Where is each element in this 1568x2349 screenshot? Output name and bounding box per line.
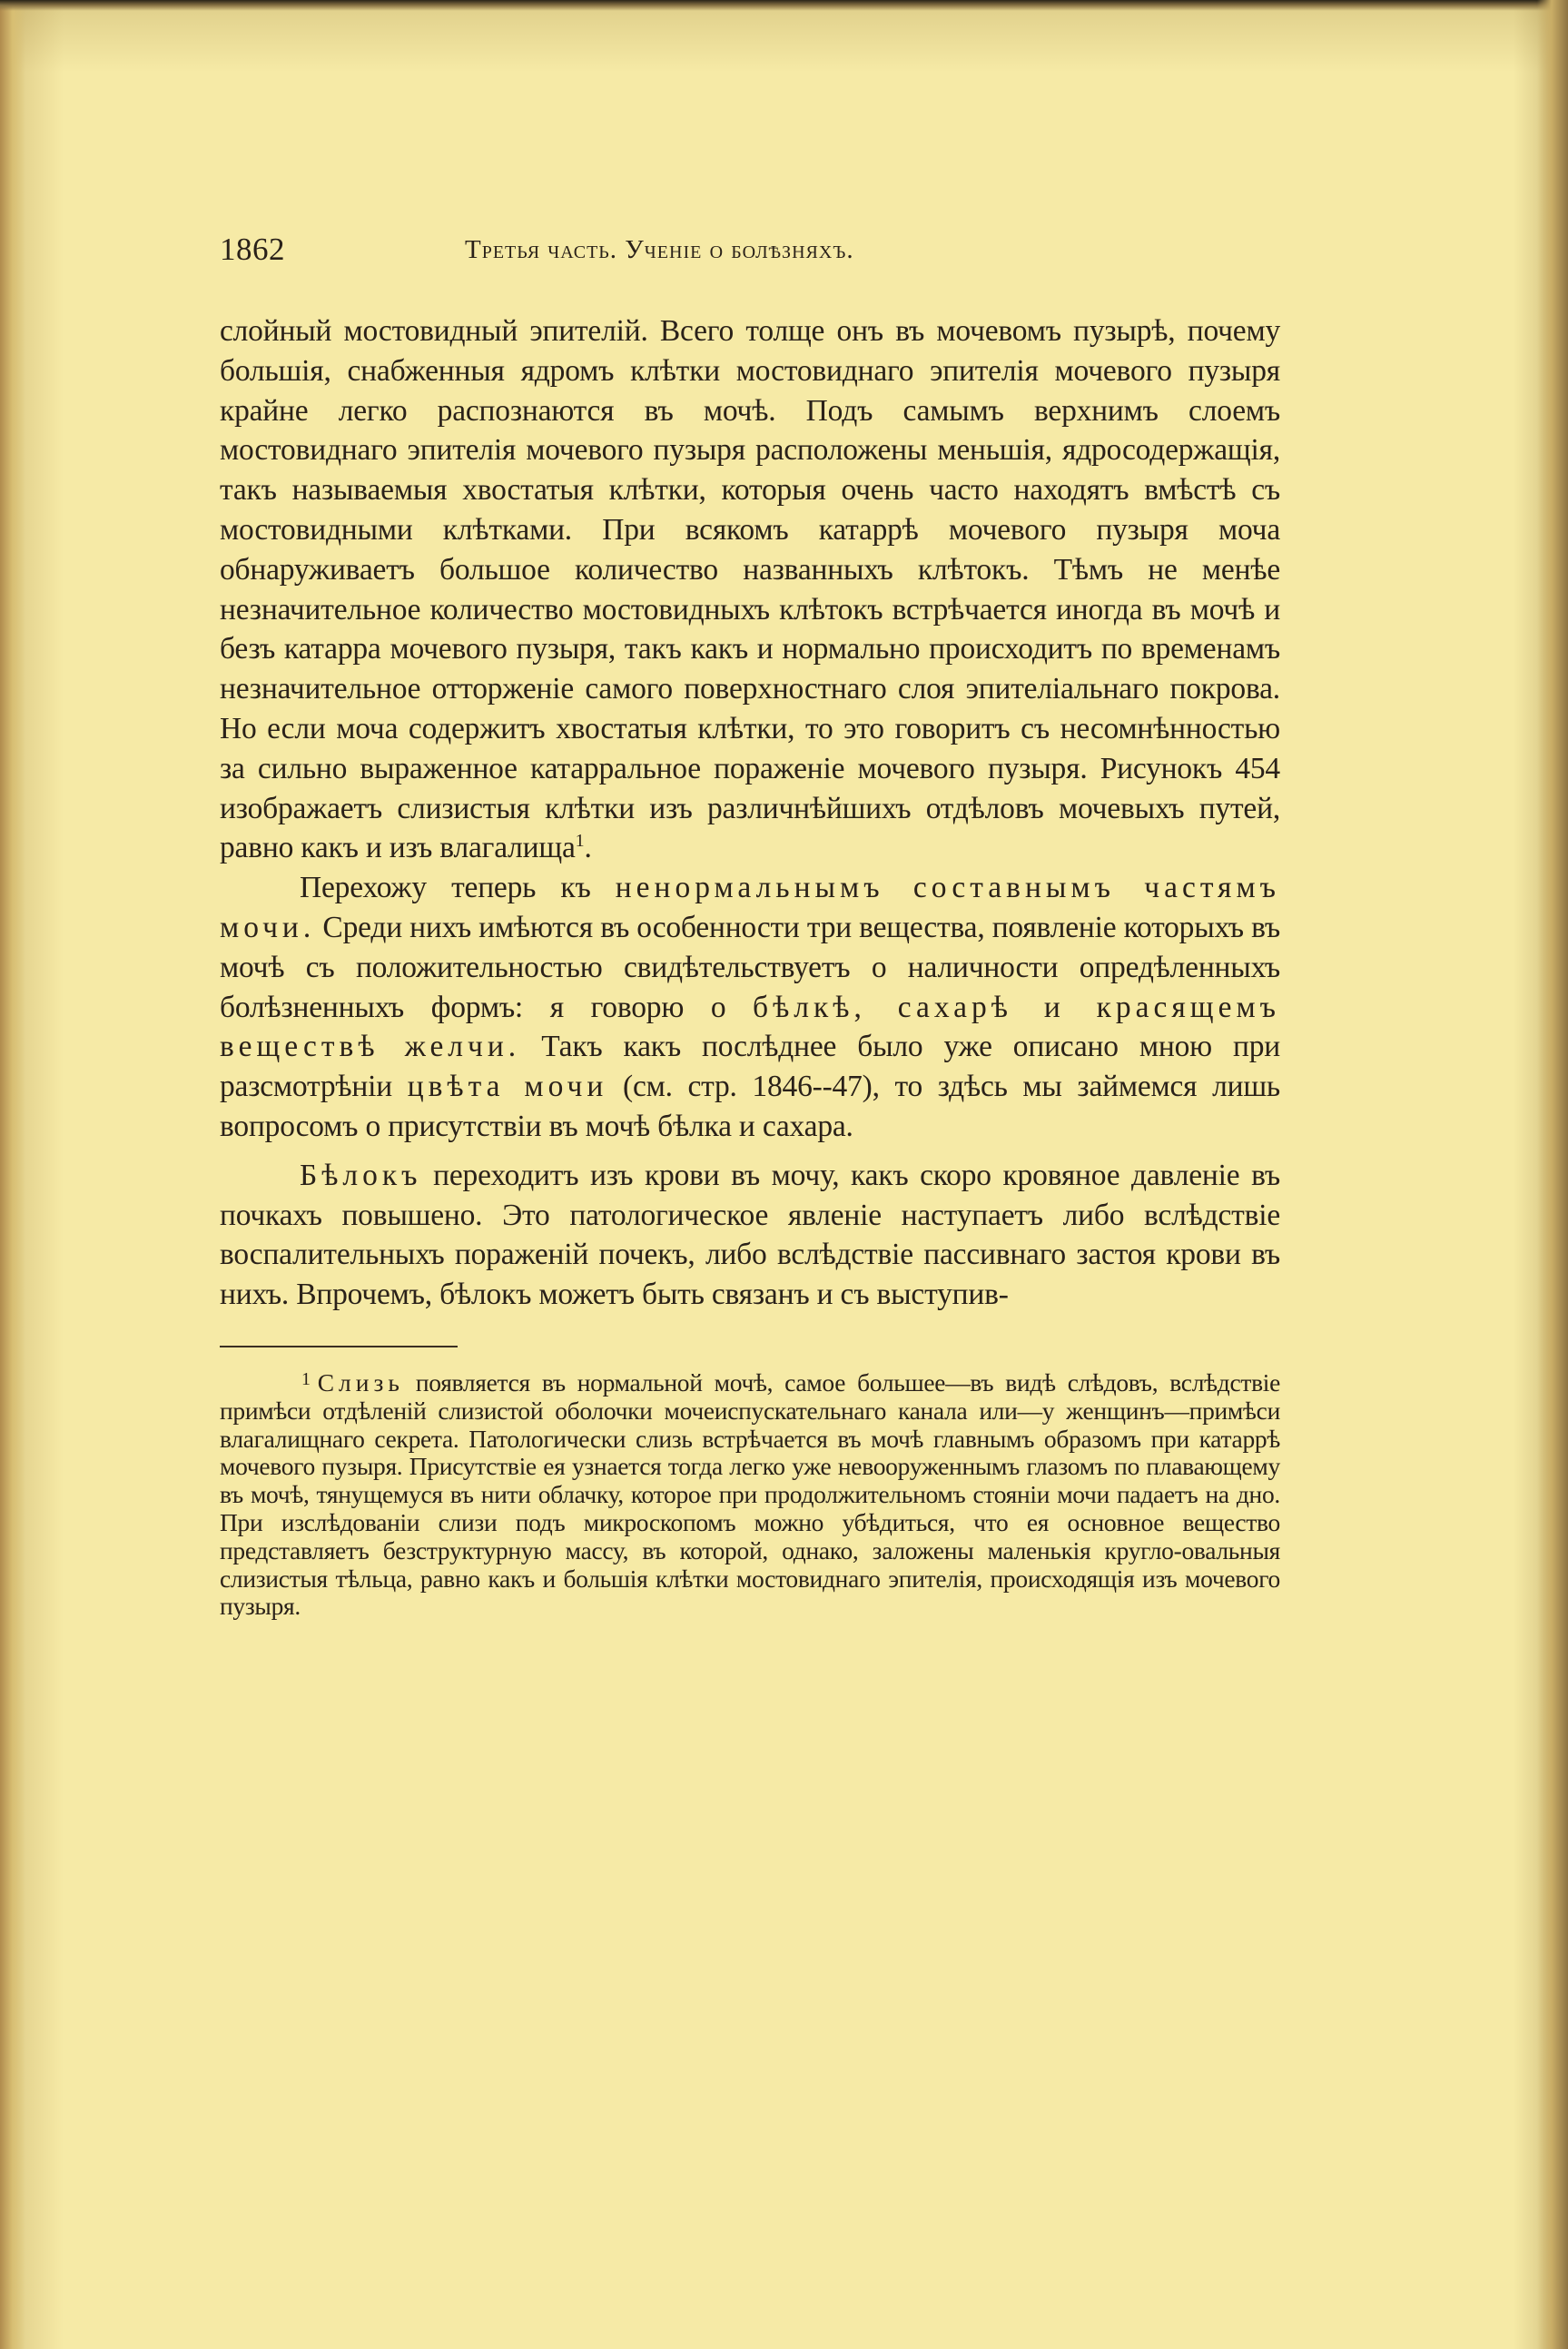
paragraph-2-text-a: Перехожу теперь къ: [300, 871, 616, 905]
paragraph-2-text-c: Среди нихъ имѣются въ особенности три вещества, появленіе которыхъ въ мочѣ съ положительностью свидѣтельствуетъ о наличности опредѣленныхъ болѣзненныхъ формъ: я говорю о: [220, 910, 1280, 1024]
emphasis-protein: Бѣлокъ: [300, 1158, 422, 1192]
paragraph-3: [220, 1156, 1280, 1315]
right-edge-shadow: [1537, 0, 1568, 2349]
binding-edge-shadow: [0, 0, 25, 2349]
running-title: Третья часть. Ученіе о болѣзняхъ.: [465, 235, 854, 264]
footnote-text: появляется въ нормальной мочѣ, самое большее—въ видѣ слѣдовъ, вслѣдствіе примѣси отдѣленій слизистой оболочки мочеиспускательнаго канала или—у женщинъ—примѣси влагалищнаго секрета. Патологически слизь встрѣчается въ мочѣ главнымъ образомъ при катаррѣ мочевого пузыря. Присутствіе ея узнается тогда легко уже невооруженнымъ глазомъ по плавающему въ мочѣ, тянущемуся въ нити облачку, которое при продолжительномъ стояніи мочи падаетъ на дно. При изслѣдованіи слизи подъ микроскопомъ можно убѣдиться, что ея основное вещество представляетъ безструктурную массу, въ которой, однако, заложены маленькія кругло-овальныя слизистыя тѣльца, равно какъ и большія клѣтки мостовиднаго эпителія, происходящія изъ мочевого пузыря.: [220, 1367, 1280, 1621]
paragraph-2-text-e: Такъ какъ послѣднее было уже описано мною при разсмотрѣніи: [220, 1030, 1280, 1104]
paragraph-3-text: переходитъ изъ крови въ мочу, какъ скоро кровяное давленіе въ почкахъ повышено. Это патологическое явленіе наступаетъ либо вслѣдствіе воспалительныхъ пораженій почекъ, либо вслѣдствіе пассивнаго застоя крови въ нихъ. Впрочемъ, бѣлокъ можетъ быть связанъ и съ выступив-: [220, 1158, 1280, 1312]
paragraph-2: [220, 868, 1280, 1147]
running-head: [220, 232, 1280, 277]
footnote-reference[interactable]: 1: [575, 831, 585, 852]
paragraph-2-text-g: (см. стр. 1846--47), то здѣсь мы займемся лишь вопросомъ о присутствіи въ мочѣ бѣлка и сахара.: [220, 1070, 1281, 1143]
emphasis-urine-color: цвѣта мочи: [407, 1070, 608, 1104]
paragraph-1-end: .: [584, 831, 592, 865]
main-text: [220, 311, 1280, 1315]
footnote-separator: [220, 1346, 458, 1347]
paragraph-1: [220, 311, 1280, 868]
top-edge-shadow: [0, 0, 1568, 11]
page-content: [220, 232, 1280, 1621]
page-number: 1862: [220, 232, 285, 267]
emphasis-abnormal-components: ненормальнымъ составнымъ частямъ мочи.: [220, 871, 1280, 944]
footnote-term: Слизь: [317, 1367, 404, 1397]
paragraph-1-text: слойный мостовидный эпителій. Всего толще онъ въ мочевомъ пузырѣ, почему большія, снабженныя ядромъ клѣтки мостовиднаго эпителія мочевого пузыря крайне легко распознаются въ мочѣ. Подъ самымъ верхнимъ слоемъ мостовиднаго эпителія мочевого пузыря расположены меньшія, ядросодержащія, такъ называемыя хвостатыя клѣтки, которыя очень часто находятъ вмѣстѣ съ мостовидными клѣтками. При всякомъ катаррѣ мочевого пузыря моча обнаруживаетъ большое количество названныхъ клѣтокъ. Тѣмъ не менѣе незначительное количество мостовидныхъ клѣтокъ встрѣчается иногда въ мочѣ и безъ катарра мочевого пузыря, такъ какъ и нормально происходитъ по временамъ незначительное отторженіе самого поверхностнаго слоя эпителіальнаго покрова. Но если моча содержитъ хвостатыя клѣтки, то это говоритъ съ несомнѣнностью за сильно выраженное катарральное пораженіе мочевого пузыря. Рисунокъ 454 изображаетъ слизистыя клѣтки изъ различнѣйшихъ отдѣловъ мочевыхъ путей, равно какъ и изъ влагалища: [220, 314, 1280, 865]
footnote-mark: 1: [301, 1368, 311, 1389]
footnote: [220, 1366, 1280, 1621]
emphasis-protein-sugar-bile: бѣлкѣ, сахарѣ и красящемъ веществѣ желчи.: [220, 990, 1280, 1064]
